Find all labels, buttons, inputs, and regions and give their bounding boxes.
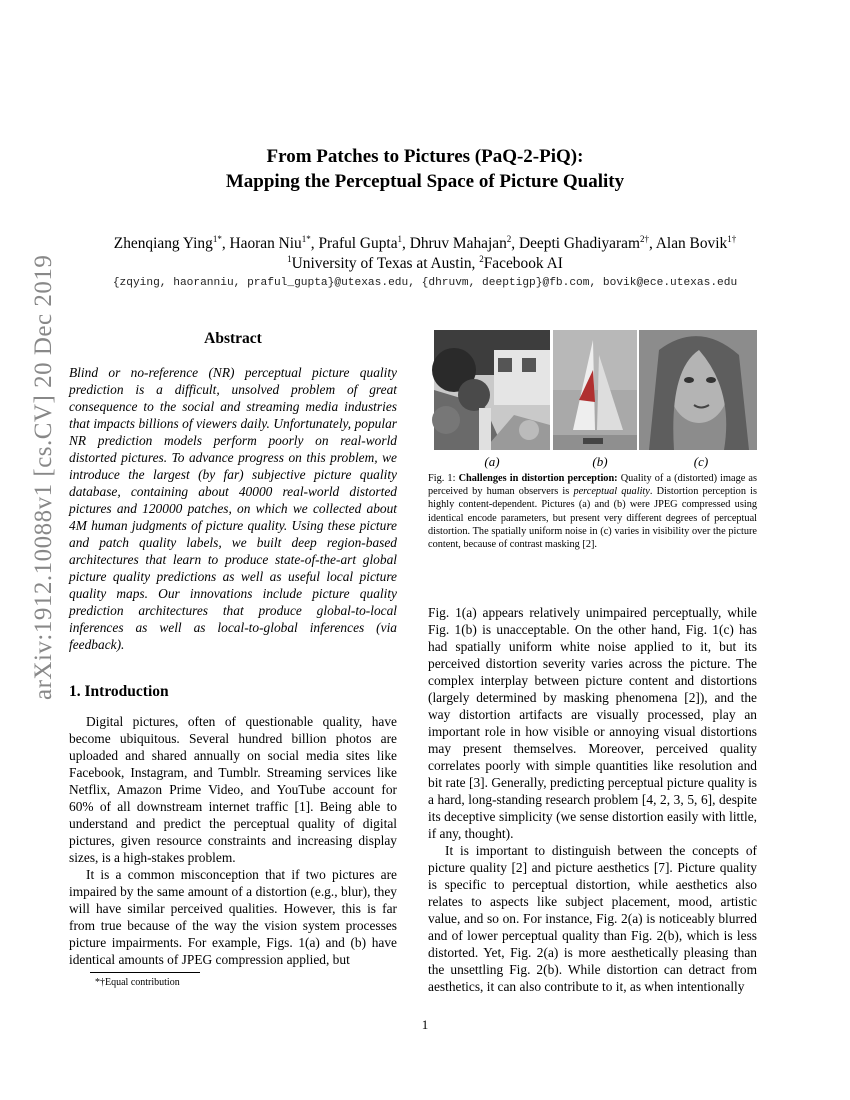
right-paragraph-2: It is important to distinguish between the concepts of picture quality [2] and picture aesthetics [7]. Picture quality is specific to perceptual distortion, while aesthetics also relates to aspects like subject placement, mood, artistic value, and so on. For instance, Fig. 2(a) is noticeably blurred and of lower perceptual quality than Fig. 2(b), which is less distorted. Yet, Fig. 2(a) is more aesthetically pleasing than the unsettling Fig. 2(b). While distortion can detract from aesthetics, it can also contribute to it, as when intentionally (428, 843, 757, 994)
figure-1b-image (553, 330, 637, 450)
caption-text-2: . Distortion perception is highly content-dependent. Pictures (a) and (b) were JPEG compressed using identical encode parameters, but present very different degrees of perceptual distortion. The spatially uniform noise in (c) varies in visibility over the picture content, because of contrast masking [2]. (428, 486, 757, 551)
author-mark: 1† (727, 234, 737, 244)
author-mark: 1* (212, 234, 222, 244)
caption-italic: perceptual quality (573, 486, 650, 498)
right-paragraph-1: Fig. 1(a) appears relatively unimpaired perceptually, while Fig. 1(b) is unacceptable. On the other hand, Fig. 1(c) has had spatially uniform white noise applied to it, but its perceived distortion severity varies across the picture. The complex interplay between picture content and distortions (largely determined by masking phenomena [2]), and the way distortion artifacts are visually processed, play an important role in how visible or annoying visual distortions may present themselves. Moreover, perceived quality correlates poorly with simple quantities like resolution and bit rate [3]. Generally, predicting perceptual picture quality is a hard, long-standing research problem [4, 2, 3, 5, 6], despite its deceptive simplicity (we sense distortion easily with little, if any, thought). (428, 605, 757, 841)
figure-1c-image (639, 330, 757, 450)
author-mark: 1 (397, 234, 403, 244)
paper-title-line-2: Mapping the Perceptual Space of Picture Quality (225, 171, 625, 192)
arxiv-stamp (10, 254, 57, 700)
author-mark: 2 (506, 234, 512, 244)
author-emails: {zqying, haoranniu, praful_gupta}@utexas.edu, {dhruvm, deeptigp}@fb.com, bovik@ece.utexas.edu (112, 277, 738, 289)
caption-prefix: Fig. 1: (428, 473, 459, 484)
author-mark: 1* (301, 234, 311, 244)
author-name: Haoran Niu (229, 235, 302, 252)
author-name: Praful Gupta (318, 235, 398, 252)
figure-1a-image (434, 330, 550, 450)
affil-2: Facebook AI (483, 255, 563, 272)
figure-label-c: (c) (693, 454, 709, 469)
figure-label-b: (b) (592, 454, 608, 469)
author-name: Dhruv Mahajan (409, 235, 507, 252)
affiliations (60, 254, 790, 273)
figure-1-caption (428, 472, 757, 551)
section-heading-introduction: 1. Introduction (69, 683, 169, 700)
author-list: Zhenqiang Ying$^{1*}$, Haoran Niu$^{1*}$, Praful Gupta$^1$, Dhruv Mahajan$^2$, Deepti Ghadiyaram$^{2\dagger}$, Alan Bovik$^{1\dagger}$ (113, 234, 737, 252)
intro-paragraph-2: It is a common misconception that if two pictures are impaired by the same amount of a distortion (e.g., blur), they will have similar perceived qualities. However, this is far from true because of the way the vision system processes picture impairments. For example, Figs. 1(a) and (b) have identical amounts of JPEG compression applied, but (69, 867, 397, 967)
right-column-body (428, 604, 757, 995)
introduction-body (69, 713, 397, 968)
abstract-paragraph: Blind or no-reference (NR) perceptual picture quality prediction is a difficult, unsolved problem of great consequence to the social and streaming media industries that impacts billions of viewers daily. Unfortunately, popular NR prediction models perform poorly on real-world distorted pictures. To advance progress on this problem, we introduce the largest (by far) subjective picture quality database, containing about 40000 real-world distorted pictures and 120000 patches, on which we collected about 4M human judgments of picture quality. Using these picture and patch quality labels, we built deep region-based architectures that learn to produce state-of-the-art global picture quality predictions as well as useful local picture quality maps. Our innovations include picture quality prediction architectures that produce global-to-local inferences as well as local-to-global inferences (via feedback). (69, 365, 397, 652)
abstract-heading: Abstract (204, 330, 262, 347)
footnote-rule (90, 972, 200, 973)
caption-text-1: Quality of a (distorted) image as perceived by human observers is (428, 473, 758, 498)
author-name: Alan Bovik (655, 235, 728, 252)
affil-1: University of Texas at Austin, (291, 255, 480, 272)
author-name: Deepti Ghadiyaram (518, 235, 640, 252)
page-number: 1 (421, 1017, 429, 1032)
author-mark: 2† (639, 234, 649, 244)
author-name: Zhenqiang Ying (113, 235, 213, 252)
affil-mark-2: 2 (479, 254, 484, 264)
abstract-text (69, 364, 397, 653)
paper-title-line-1: From Patches to Pictures (PaQ-2-PiQ): (266, 146, 584, 167)
footnote: *†Equal contribution (95, 977, 180, 988)
figure-label-a: (a) (484, 454, 500, 469)
affil-mark-1: 1 (287, 254, 292, 264)
arxiv-stamp-text: arXiv:1912.10088v1 [cs.CV] 20 Dec 2019 (30, 254, 57, 700)
caption-bold: Challenges in distortion perception: (458, 473, 618, 484)
intro-paragraph-1: Digital pictures, often of questionable quality, have become ubiquitous. Several hundred billion photos are uploaded and shared annually on social media sites like Facebook, Instagram, and Tumblr. Streaming services like Netflix, Amazon Prime Video, and YouTube account for 60% of all downstream internet traffic [1]. Being able to understand and predict the perceptual quality of digital pictures, given resource constraints and increasing display sizes, is a high-stakes problem. (69, 714, 397, 865)
